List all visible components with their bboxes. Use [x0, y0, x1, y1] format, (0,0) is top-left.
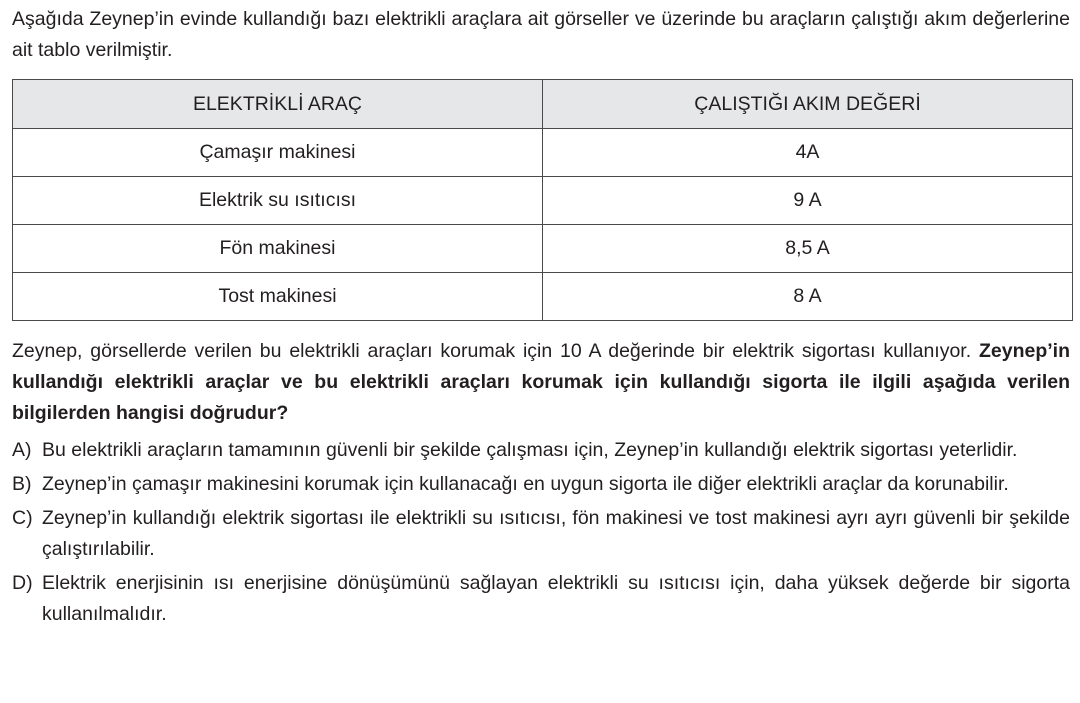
header-appliance: ELEKTRİKLİ ARAÇ [13, 80, 543, 129]
table-header-row [13, 80, 1073, 129]
intro-paragraph: Aşağıda Zeynep’in evinde kullandığı bazı elektrikli araçlara ait görseller ve üzerinde bu araçların çalıştığı akım değerlerine ait tablo verilmiştir. [12, 8, 1070, 61]
header-current: ÇALIŞTIĞI AKIM DEĞERİ [543, 80, 1073, 129]
current-value: 8 A [543, 273, 1073, 321]
table-row [13, 225, 1073, 273]
current-value: 9 A [543, 177, 1073, 225]
option-letter: C) [12, 507, 33, 529]
table-row [13, 273, 1073, 321]
question-statement: Zeynep, görsellerde verilen bu elektrikli araçları korumak için 10 A değerinde bir elektrik sigortası kullanıyor. [12, 340, 972, 362]
appliance-name: Çamaşır makinesi [13, 129, 543, 177]
question-prompt: Zeynep’in kullandığı elektrikli araçlar ve bu elektrikli araçları korumak için kullandığı sigorta ile ilgili aşağıda verilen bilgilerden hangisi doğrudur? [12, 340, 1070, 424]
option-c[interactable] [12, 503, 1070, 565]
option-d[interactable] [12, 568, 1070, 630]
current-value: 4A [543, 129, 1073, 177]
option-text: Zeynep’in çamaşır makinesini korumak için kullanacağı en uygun sigorta ile diğer elektrikli araçlar da korunabilir. [42, 473, 1009, 495]
option-letter: D) [12, 572, 33, 594]
answer-options [12, 435, 1070, 630]
option-a[interactable] [12, 435, 1070, 466]
appliance-name: Elektrik su ısıtıcısı [13, 177, 543, 225]
current-value: 8,5 A [543, 225, 1073, 273]
option-letter: A) [12, 439, 32, 461]
option-text: Bu elektrikli araçların tamamının güvenli bir şekilde çalışması için, Zeynep’in kullandığı elektrik sigortası yeterlidir. [42, 439, 1018, 461]
option-b[interactable] [12, 469, 1070, 500]
appliance-current-table [12, 79, 1073, 321]
option-letter: B) [12, 473, 32, 495]
appliance-name: Fön makinesi [13, 225, 543, 273]
option-text: Elektrik enerjisinin ısı enerjisine dönüşümünü sağlayan elektrikli su ısıtıcısı için, daha yüksek değerde bir sigorta kullanılmalıdır. [42, 572, 1070, 625]
option-text: Zeynep’in kullandığı elektrik sigortası ile elektrikli su ısıtıcısı, fön makinesi ve tost makinesi ayrı ayrı güvenli bir şekilde çalıştırılabilir. [42, 507, 1070, 560]
table-row [13, 129, 1073, 177]
question-text [12, 336, 1070, 429]
table-row [13, 177, 1073, 225]
appliance-name: Tost makinesi [13, 273, 543, 321]
